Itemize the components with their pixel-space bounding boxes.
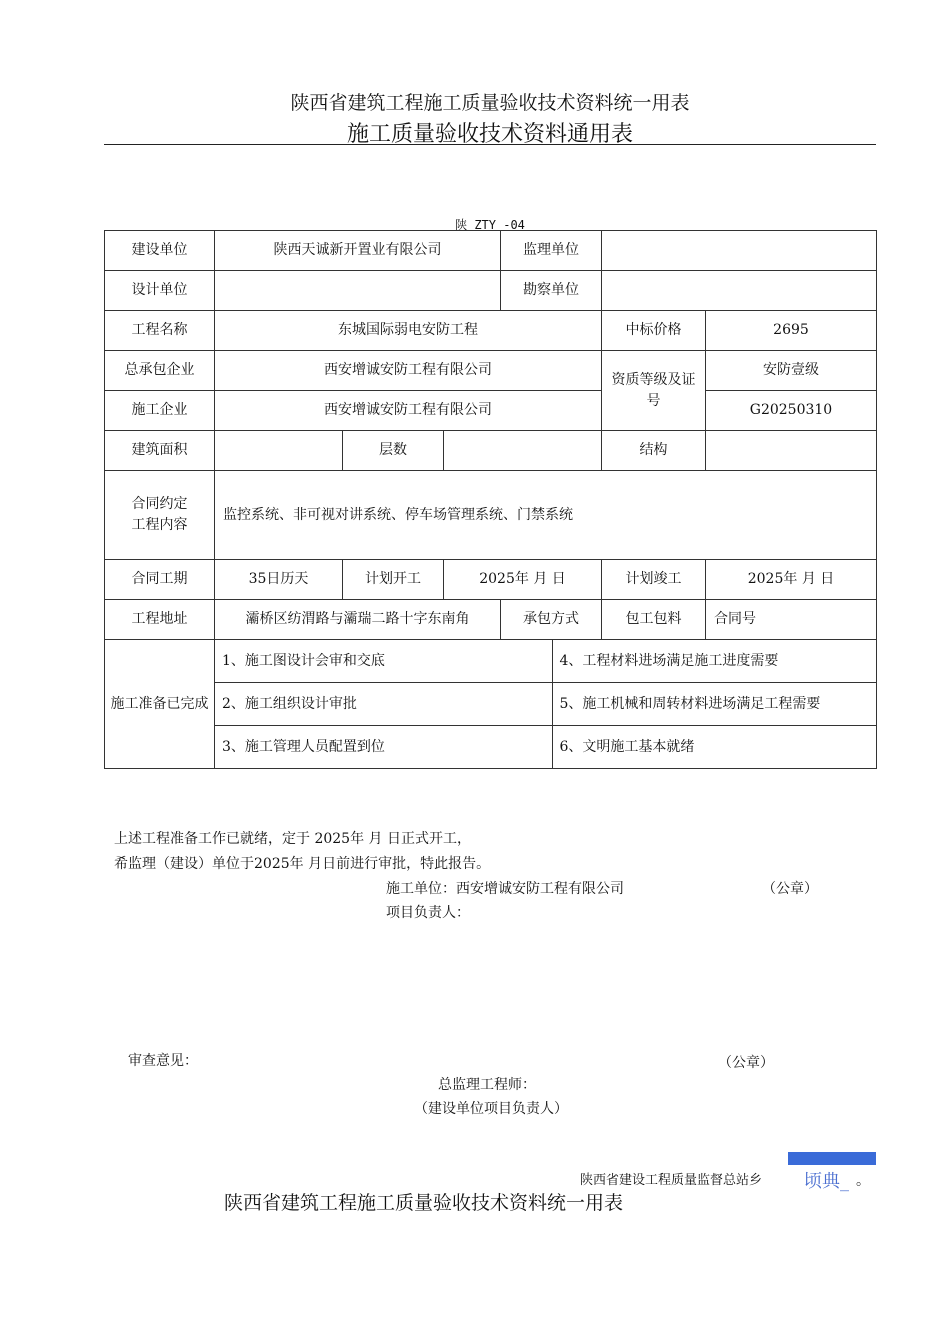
- table-row: [105, 560, 877, 600]
- table-row: [105, 351, 877, 391]
- value-cell: [602, 231, 877, 271]
- table-row: [105, 471, 877, 560]
- value-cell: [706, 431, 877, 471]
- table-row: [105, 640, 877, 769]
- prep-items-cell: [215, 640, 877, 769]
- prep-item: 6、文明施工基本就绪: [552, 726, 876, 769]
- label-cell: 计划开工: [343, 560, 444, 600]
- table-row: [105, 431, 877, 471]
- label-cell: 建筑面积: [105, 431, 215, 471]
- value-cell: 西安增诚安防工程有限公司: [215, 351, 602, 391]
- value-cell: [215, 431, 343, 471]
- list-item: [215, 640, 876, 683]
- prep-item: 2、施工组织设计审批: [215, 683, 552, 726]
- label-cell: [105, 471, 215, 560]
- stamp-bar: [788, 1152, 876, 1165]
- table-row: [105, 231, 877, 271]
- table-row: [105, 600, 877, 640]
- label-cell: 工程地址: [105, 600, 215, 640]
- label-cell: 建设单位: [105, 231, 215, 271]
- project-info-table: [104, 230, 877, 769]
- chief-supervisor: 总监理工程师：: [438, 1077, 536, 1093]
- value-cell: 东城国际弱电安防工程: [215, 311, 602, 351]
- prep-item: 1、施工图设计会审和交底: [222, 652, 385, 669]
- label-cell: 总承包企业: [105, 351, 215, 391]
- table-row: [105, 391, 877, 431]
- prep-item: 5、施工机械和周转材料进场满足工程需要: [552, 683, 876, 726]
- label-cell: 施工准备已完成: [105, 640, 215, 769]
- label-cell: 合同号: [706, 600, 877, 640]
- label-cell: 承包方式: [501, 600, 602, 640]
- contract-content-label: 合同约定工程内容: [131, 496, 188, 533]
- list-item: [215, 683, 876, 726]
- value-cell: 2025年 月 日: [706, 560, 877, 600]
- title-divider: [104, 144, 876, 145]
- value-cell: 西安增诚安防工程有限公司: [215, 391, 602, 431]
- doc-subtitle: 施工质量验收技术资料通用表: [346, 122, 633, 147]
- value-cell: 安防壹级: [706, 351, 877, 391]
- value-cell: G20250310: [706, 391, 877, 431]
- table-row: [105, 311, 877, 351]
- value-cell: [602, 271, 877, 311]
- prep-item: 4、工程材料进场满足施工进度需要: [552, 640, 876, 683]
- review-seal: （公章）: [718, 1055, 774, 1071]
- trailing-dot: 。: [856, 1173, 870, 1189]
- value-cell: 35日历天: [215, 560, 343, 600]
- label-cell: 计划竣工: [602, 560, 706, 600]
- value-cell: 2025年 月 日: [444, 560, 602, 600]
- report-line-1: 上述工程准备工作已就绪，定于 2025年 月 日正式开工，: [114, 831, 471, 847]
- list-item: [215, 726, 876, 769]
- supervision-station: 陕西省建设工程质量监督总站乡: [580, 1173, 763, 1188]
- label-cell: 监理单位: [501, 231, 602, 271]
- prep-item: 3、施工管理人员配置到位: [215, 726, 552, 769]
- footer-title: 陕西省建筑工程施工质量验收技术资料统一用表: [224, 1192, 624, 1214]
- value-cell: [215, 271, 501, 311]
- review-opinion: 审查意见：: [128, 1053, 198, 1069]
- label-cell: 结构: [602, 431, 706, 471]
- label-cell: 中标价格: [602, 311, 706, 351]
- prep-items-table: [215, 640, 876, 768]
- label-cell: 设计单位: [105, 271, 215, 311]
- form-code: 陕 ZTY -04: [455, 218, 525, 232]
- value-cell: 灞桥区纺渭路与灞瑞二路十字东南角: [215, 600, 501, 640]
- label-cell: 资质等级及证号: [602, 351, 706, 431]
- report-line-2: 希监理（建设）单位于2025年 月日前进行审批，特此报告。: [114, 856, 491, 872]
- owner-representative: （建设单位项目负责人）: [414, 1101, 568, 1117]
- doc-title: 陕西省建筑工程施工质量验收技术资料统一用表: [290, 92, 690, 114]
- stamp-text: 顷典_: [804, 1171, 849, 1192]
- label-cell: 勘察单位: [501, 271, 602, 311]
- value-cell: 2695: [706, 311, 877, 351]
- table-row: [105, 271, 877, 311]
- label-cell: 施工企业: [105, 391, 215, 431]
- value-cell: 包工包料: [602, 600, 706, 640]
- label-cell: 层数: [343, 431, 444, 471]
- value-cell: [444, 431, 602, 471]
- value-cell: 陕西天诚新开置业有限公司: [215, 231, 501, 271]
- value-cell: 监控系统、非可视对讲系统、停车场管理系统、门禁系统: [215, 471, 877, 560]
- project-manager: 项目负责人：: [386, 905, 470, 921]
- label-cell: 合同工期: [105, 560, 215, 600]
- construction-unit: 施工单位：西安增诚安防工程有限公司: [386, 881, 624, 897]
- seal-mark: （公章）: [762, 881, 818, 897]
- label-cell: 工程名称: [105, 311, 215, 351]
